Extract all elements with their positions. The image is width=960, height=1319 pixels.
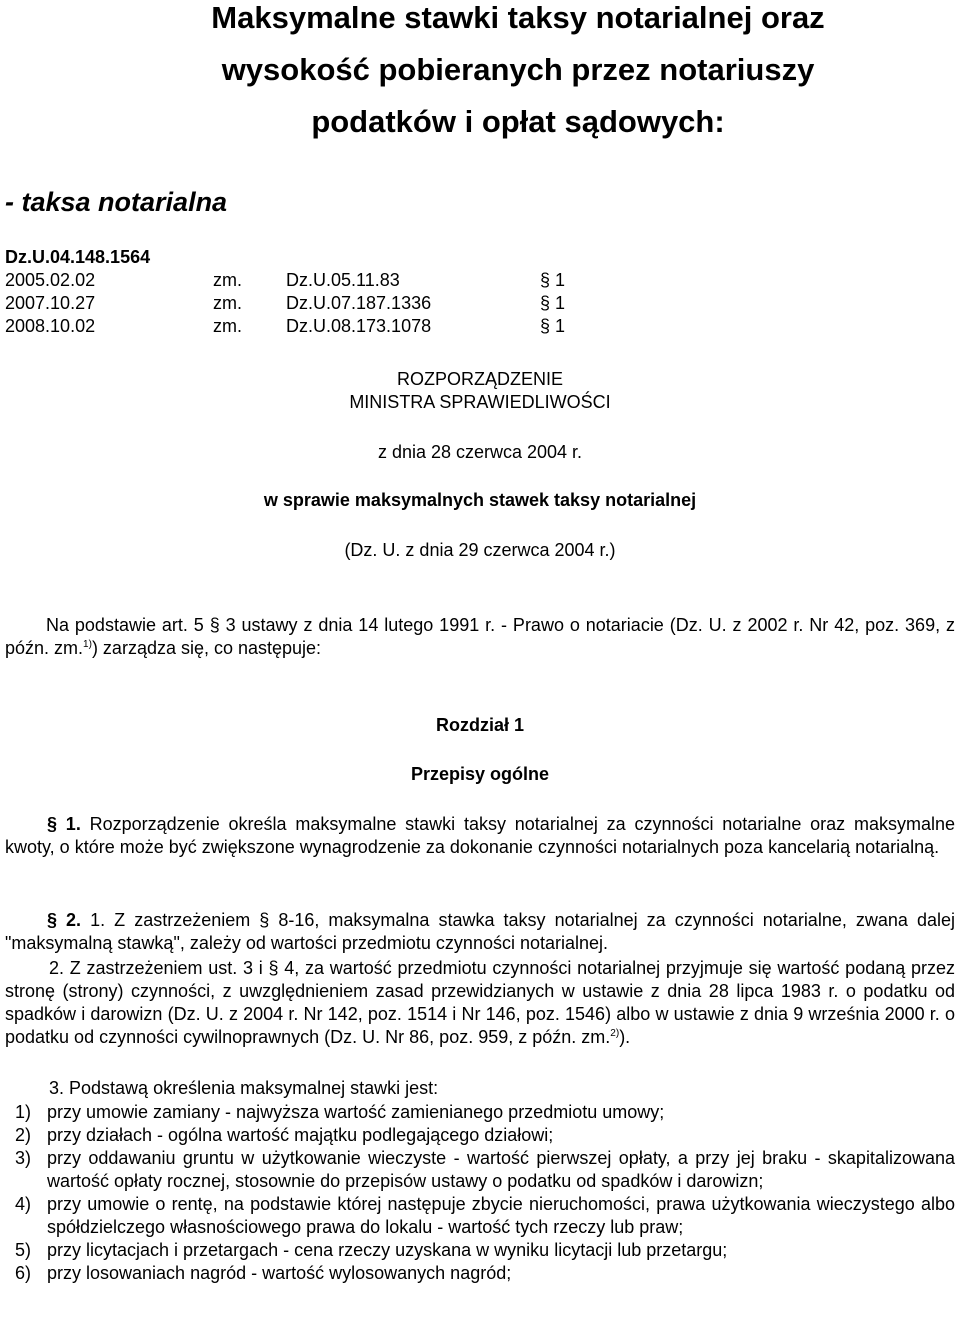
list-item-text: przy działach - ogólna wartość majątku podlegającego działowi; <box>47 1125 554 1145</box>
list-item <box>5 1124 955 1147</box>
regulation-subject: w sprawie maksymalnych stawek taksy notarialnej <box>263 490 697 510</box>
amendment-date: 2005.02.02 <box>5 270 96 290</box>
amendment-zm: zm. <box>213 316 242 336</box>
amendment-zm: zm. <box>213 293 242 313</box>
paragraph-2-point-1 <box>5 909 955 955</box>
regulation-journal: (Dz. U. z dnia 29 czerwca 2004 r.) <box>344 540 616 560</box>
amendment-paragraph: § 1 <box>540 270 566 290</box>
title-line-1: Maksymalne stawki taksy notarialnej oraz <box>211 0 825 35</box>
amendment-journal: Dz.U.05.11.83 <box>286 270 400 290</box>
amendment-date: 2008.10.02 <box>5 316 96 336</box>
amendment-paragraph: § 1 <box>540 293 566 313</box>
amendment-row <box>5 315 566 338</box>
regulation-ministry: MINISTRA SPRAWIEDLIWOŚCI <box>349 392 611 412</box>
regulation-title: ROZPORZĄDZENIE <box>396 369 563 389</box>
chapter-title: Rozdział 1 <box>435 715 524 735</box>
chapter-name: Przepisy ogólne <box>410 764 550 784</box>
amendment-zm: zm. <box>213 270 242 290</box>
paragraph-2-label: § 2. <box>47 910 82 930</box>
list-item-number: 6) <box>15 1263 32 1283</box>
preamble-text: Na podstawie art. 5 § 3 ustawy z dnia 14 lutego 1991 r. - Prawo o notariacie (Dz. U. z 2002 r. Nr 42, poz. 369, z późn. zm. <box>5 615 955 658</box>
list-item-text: przy licytacjach i przetargach - cena rzeczy uzyskana w wyniku licytacji lub przetargu; <box>47 1240 728 1260</box>
list-item <box>5 1101 955 1124</box>
list-item-text: przy umowie o rentę, na podstawie której następuje zbycie nieruchomości, prawa użytkowania wieczystego albo spółdzielczego własnościowego prawa do lokalu - wartość tych rzeczy lub praw; <box>47 1194 955 1237</box>
document-subtitle: - taksa notarialna <box>5 187 228 217</box>
paragraph-2-point-1-text: 1. Z zastrzeżeniem § 8-16, maksymalna stawka taksy notarialnej za czynności notarialne, zwana dalej "maksymalną stawką", zależy od wartości przedmiotu czynności notarialnej. <box>5 910 955 953</box>
list-item-text: przy losowaniach nagród - wartość wylosowanych nagród; <box>47 1263 512 1283</box>
paragraph-1-label: § 1. <box>47 814 81 834</box>
preamble <box>5 614 955 660</box>
paragraph-2-point-3: 3. Podstawą określenia maksymalnej stawki jest: <box>49 1078 439 1098</box>
amendment-row <box>5 292 566 315</box>
amendment-paragraph: § 1 <box>540 316 566 336</box>
paragraph-2-point-2-text: 2. Z zastrzeżeniem ust. 3 i § 4, za wartość przedmiotu czynności notarialnej przyjmuje się wartość podaną przez stronę (strony) czynności, z uwzględnieniem zasad przewidzianych w ustawie z dnia 28 lipca 1983 r. o podatku od spadków i darowizn (Dz. U. z 2004 r. Nr 142, poz. 1514 i Nr 146, poz. 1546) albo w ustawie z dnia 9 września 2000 r. o podatku od czynności cywilnoprawnych (Dz. U. Nr 86, poz. 959, z późn. zm. <box>5 958 955 1047</box>
list-item-text: przy umowie zamiany - najwyższa wartość zamienianego przedmiotu umowy; <box>47 1102 665 1122</box>
amendment-journal: Dz.U.08.173.1078 <box>286 316 432 336</box>
document-title <box>0 0 960 148</box>
paragraph-1-text: Rozporządzenie określa maksymalne stawki taksy notarialnej za czynności notarialne oraz maksymalne kwoty, o które może być zwiększone wynagrodzenie za dokonanie czynności notarialnych poza kancelarią notarialną. <box>5 814 955 857</box>
list-item-number: 4) <box>15 1194 32 1214</box>
title-line-2: wysokość pobieranych przez notariuszy <box>221 52 815 87</box>
list-item <box>5 1262 955 1285</box>
amendment-row <box>5 269 566 292</box>
list-item <box>5 1239 955 1262</box>
list-item-number: 3) <box>15 1148 32 1168</box>
list-item-number: 2) <box>15 1125 32 1145</box>
list-item-text: przy oddawaniu gruntu w użytkowanie wieczyste - wartość pierwszej opłaty, a przy jej braku - skapitalizowana wartość opłaty rocznej, stosownie do przepisów ustawy o podatku od spadków i darowizn; <box>47 1148 955 1191</box>
title-line-3: podatków i opłat sądowych: <box>311 104 725 139</box>
list-item-number: 1) <box>15 1102 32 1122</box>
paragraph-2-point-2-end: ). <box>619 1027 631 1047</box>
paragraph-2-point-2 <box>5 957 955 1049</box>
amendment-references <box>5 246 566 338</box>
paragraph-1 <box>5 813 955 859</box>
list-item-number: 5) <box>15 1240 32 1260</box>
regulation-date: z dnia 28 czerwca 2004 r. <box>377 442 583 462</box>
amendment-date: 2007.10.27 <box>5 293 96 313</box>
list-item <box>5 1147 955 1193</box>
list-item <box>5 1193 955 1239</box>
base-reference: Dz.U.04.148.1564 <box>5 247 151 267</box>
preamble-text-end: ) zarządza się, co następuje: <box>91 638 322 658</box>
footnote-marker: 1) <box>83 639 92 650</box>
regulation-heading <box>0 368 960 414</box>
amendment-journal: Dz.U.07.187.1336 <box>286 293 432 313</box>
basis-list <box>5 1101 955 1285</box>
footnote-marker: 2) <box>610 1028 620 1039</box>
